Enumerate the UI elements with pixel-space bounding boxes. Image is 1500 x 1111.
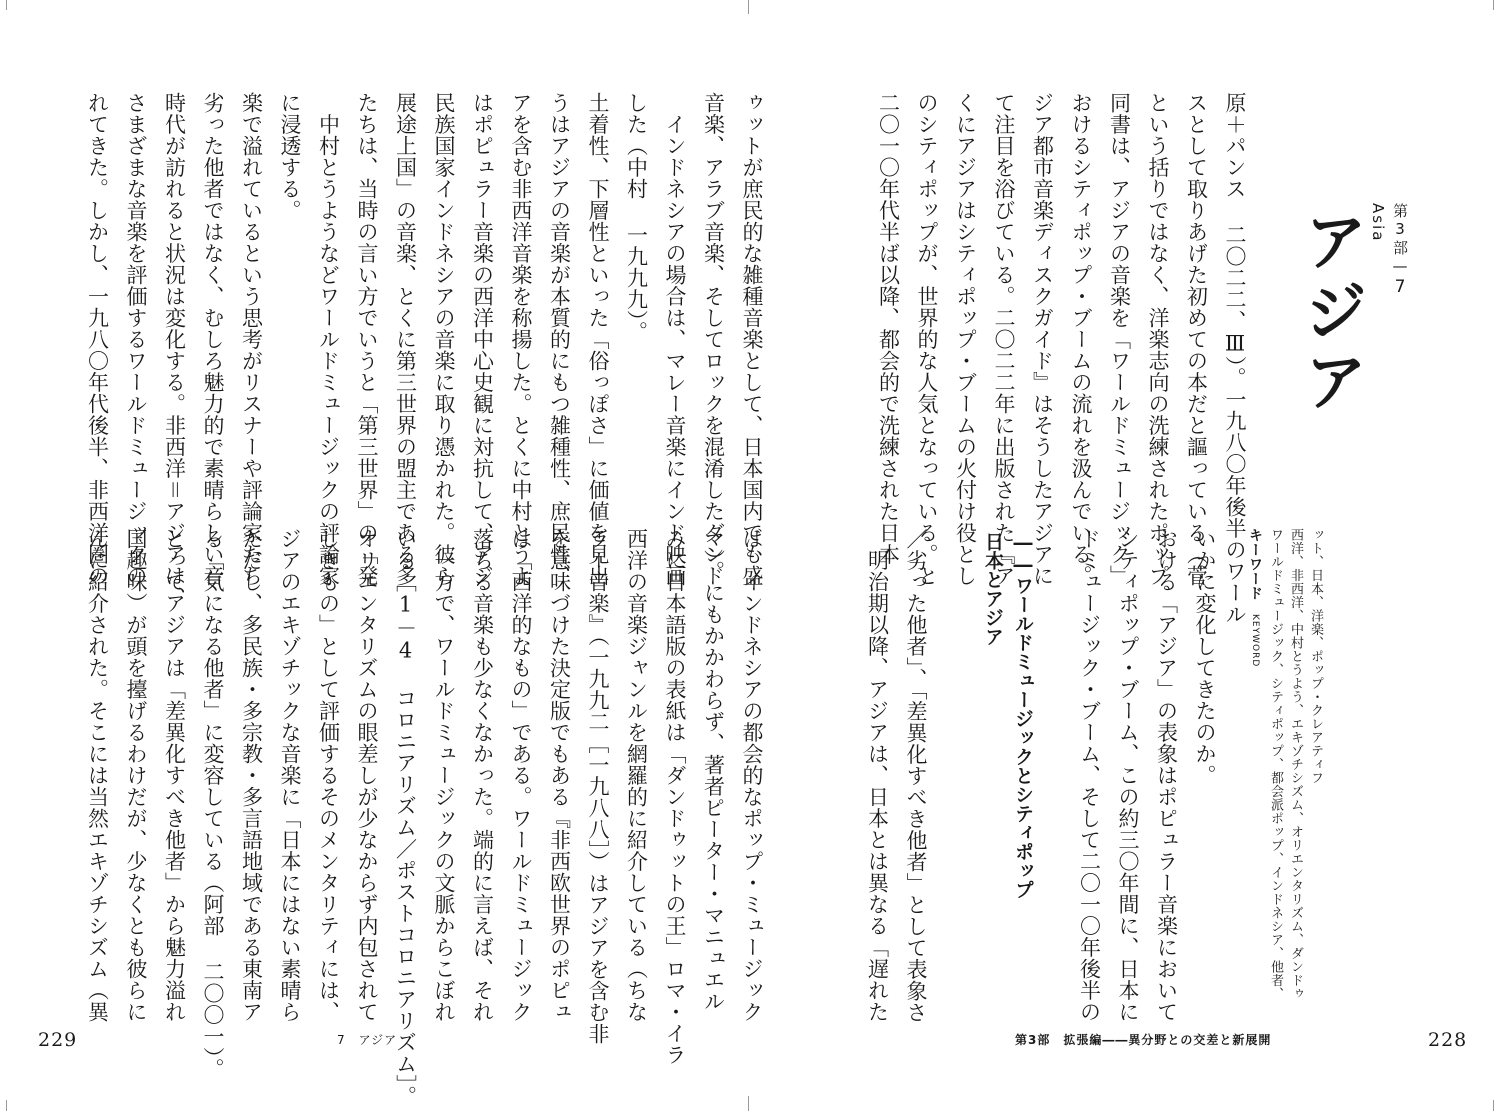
page-number-left: 229 bbox=[38, 1029, 78, 1051]
keyword-line: 西洋、非西洋、中村とうよう、エキゾチシズム、オリエンタリズム、ダンドゥ bbox=[1288, 528, 1303, 1001]
text-line: マ）。にもかかわらず、著者ピーター・マニュエル bbox=[701, 528, 726, 1012]
text-line: んに紹介された。そこには当然エキゾチシズム（異 bbox=[85, 528, 110, 1023]
keyword-heading-en: KEYWORD bbox=[1250, 614, 1260, 668]
text-line: 劣った他者ではなく、むしろ魅力的で素晴らしい音 bbox=[201, 92, 225, 587]
text-line: 同書は、アジアの音楽を「ワールドミュージック」 bbox=[1107, 92, 1132, 587]
text-line: ゥットが庶民的な雑種音楽として、日本国内でも盛 bbox=[740, 92, 764, 587]
text-line: うはアジアの音楽が本質的にもつ雑種性、庶民性、 bbox=[547, 92, 572, 587]
section-heading bbox=[978, 532, 1038, 942]
text-line: て注目を浴びている。二〇二二年に出版された『ア bbox=[992, 92, 1016, 587]
text-line: 時代が訪れると状況は変化する。非西洋＝アジアは、 bbox=[162, 92, 187, 608]
body-right-lower-b bbox=[858, 528, 935, 1023]
text-line: はポピュラー音楽の西洋中心史観に対抗して、アジ bbox=[470, 92, 495, 587]
text-line: ドミュージック・ブーム、そして二〇一〇年後半の bbox=[1077, 528, 1102, 1023]
chapter-title: アジア bbox=[1293, 208, 1367, 418]
text-line: 原＋パンス 二〇二二、Ⅲ）。一九八〇年後半のワール bbox=[1223, 92, 1247, 625]
text-line: ／劣った他者」、「差異化すべき他者」として表象さ bbox=[904, 528, 928, 1023]
text-line: のシティポップが、世界的な人気となっている。と bbox=[915, 92, 939, 587]
text-line: る「気になる他者」に変容している（阿部 二〇〇一）。 bbox=[201, 528, 225, 1080]
text-line: ジア都市音楽ディスクガイド』はそうしたアジアに bbox=[1030, 92, 1055, 587]
keyword-heading-line bbox=[1245, 528, 1265, 948]
chapter-number: 7 bbox=[1390, 277, 1410, 299]
text-line: 落ちる音楽も少なくなかった。端的に言えば、それ bbox=[470, 528, 495, 1023]
text-line: くにアジアはシティポップ・ブームの火付け役とし bbox=[953, 92, 978, 587]
text-line: 西洋の音楽ジャンルを網羅的に紹介している（ちな bbox=[624, 528, 649, 1023]
section-heading-line2: ――ワールドミュージックとシティポップ bbox=[1012, 532, 1034, 899]
text-line: を意味づけた決定版でもある『非西欧世界のポピュ bbox=[547, 528, 572, 1023]
text-line: 展途上国」の音楽、とくに第三世界の盟主である多 bbox=[393, 92, 418, 587]
text-line: れてきた。しかし、一九八〇年代後半、非西洋圏の bbox=[85, 92, 110, 587]
text-line: という括りではなく、洋楽志向の洗練されたポップ bbox=[1146, 92, 1170, 587]
text-line: 一方で、ワールドミュージックの文脈からこぼれ bbox=[432, 528, 456, 1023]
body-left-upper bbox=[78, 92, 771, 608]
text-line: 音楽、アラブ音楽、そしてロックを混淆したダンド bbox=[701, 92, 726, 587]
text-line: ただし、多民族・多宗教・多言語地域である東南ア bbox=[239, 528, 264, 1023]
text-line: しきもの」として評価するそのメンタリティには、 bbox=[316, 528, 341, 1023]
keyword-line: ット、日本、洋楽、ポップ・クレアティフ bbox=[1308, 528, 1323, 785]
text-line: さまざまな音楽を評価するワールドミュージックの bbox=[124, 92, 148, 587]
text-line: 土着性、下層性といった「俗っぽさ」に価値を見出 bbox=[586, 92, 610, 587]
chapter-english: Asia bbox=[1369, 203, 1387, 243]
chapter-part: 第3部 bbox=[1391, 203, 1409, 257]
text-line: に浸透する。 bbox=[278, 92, 302, 221]
text-line: ジアのエキゾチックな音楽に「日本にはない素晴ら bbox=[278, 528, 302, 1023]
page-right bbox=[750, 0, 1500, 1111]
text-line: インドネシアの場合は、マレー音楽にインド映画 bbox=[663, 92, 687, 587]
keyword-heading: キーワード bbox=[1247, 528, 1263, 601]
text-line: ラー音楽』（一九九二［一九八八］）はアジアを含む非 bbox=[586, 528, 610, 1045]
text-line: は「西洋的なもの」である。ワールドミュージック bbox=[509, 528, 533, 1023]
text-line: スとして取りあげた初めての本だと謳っている（菅 bbox=[1184, 92, 1209, 587]
text-line: 国趣味）が頭を擡げるわけだが、少なくとも彼らに bbox=[124, 528, 148, 1023]
text-line: みに日本語版の表紙は「ダンドゥットの王」ロマ・イラ bbox=[663, 528, 687, 1066]
section-heading-line1: 日本とアジア bbox=[982, 532, 1004, 646]
page-number-right: 228 bbox=[1428, 1029, 1468, 1051]
running-head-left: 7 アジア bbox=[337, 1033, 398, 1047]
text-line: シティポップ・ブーム、この約三〇年間に、日本に bbox=[1116, 528, 1140, 1023]
chapter-dash: — bbox=[1391, 257, 1409, 277]
text-line: 中村とうようなどワールドミュージックの評論家 bbox=[316, 92, 341, 587]
text-line: いる［1－4 コロニアリズム／ポストコロニアリズム］。 bbox=[393, 528, 418, 1107]
text-line: とってアジアは「差異化すべき他者」から魅力溢れ bbox=[162, 528, 187, 1023]
text-line: した（中村 一九九九）。 bbox=[624, 92, 649, 343]
keyword-block bbox=[1245, 528, 1325, 1001]
text-line: たちは、当時の言い方でいうと「第三世界」の「発 bbox=[355, 92, 379, 587]
text-line: アを含む非西洋音楽を称揚した。とくに中村とうよ bbox=[509, 92, 533, 587]
keyword-line: ワールドミュージック、シティポップ、都会派ポップ、インドネシア、他者、 bbox=[1268, 528, 1283, 1001]
running-head-right: 第3部 拡張編――異分野との交差と新展開 bbox=[1015, 1033, 1272, 1047]
text-line: 楽で溢れているという思考がリスナーや評論家たち bbox=[239, 92, 264, 587]
body-right-lower-a bbox=[1070, 528, 1224, 1023]
text-line: は、インドネシアの都会的なポップ・ミュージック bbox=[740, 528, 764, 1023]
text-line: 二〇一〇年代半ば以降、都会的で洗練された日本 bbox=[876, 92, 901, 565]
text-line: 民族国家インドネシアの音楽に取り憑かれた。彼ら bbox=[432, 92, 456, 587]
text-line: おけるシティポップ・ブームの流れを汲んでいる。 bbox=[1069, 92, 1093, 587]
text-line: いかに変化してきたのか。 bbox=[1193, 528, 1217, 786]
chapter-label bbox=[1367, 203, 1411, 323]
text-line: 明治期以降、アジアは、日本とは異なる「遅れた bbox=[865, 528, 890, 1023]
text-line: おける「アジア」の表象はポピュラー音楽において bbox=[1154, 528, 1179, 1023]
text-line: オリエンタリズムの眼差しが少なからず内包されて bbox=[355, 528, 379, 1023]
